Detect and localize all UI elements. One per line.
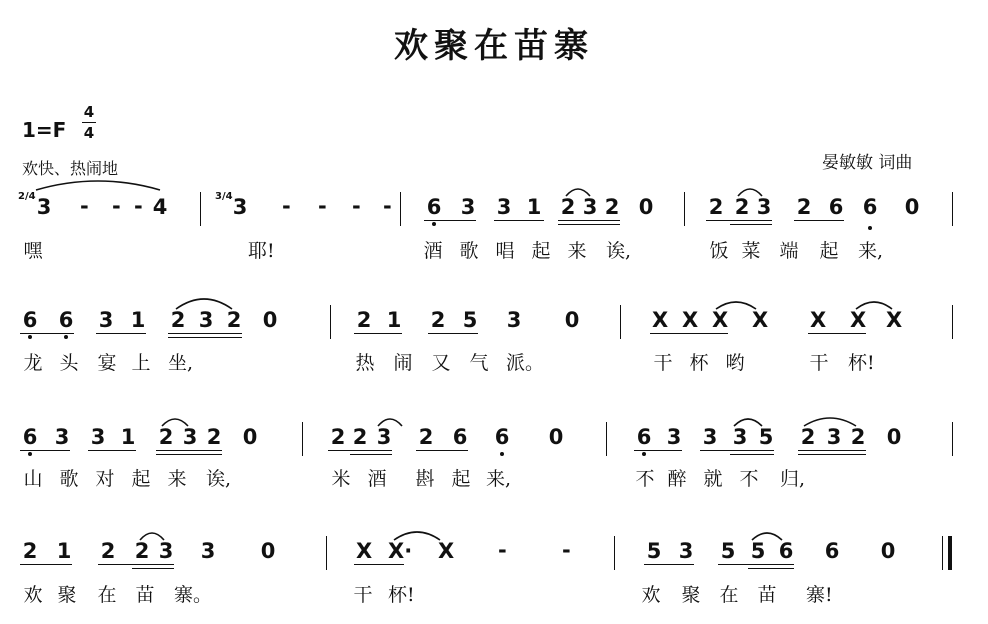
underline-beam [494,220,544,221]
underline-beam [798,450,866,451]
note: 1 [526,195,542,219]
lyric-syllable: 唱 [495,240,515,262]
meter-change: 3/4 [215,191,233,202]
note: 3 [756,195,772,219]
lyric-syllable: 山 [23,468,43,490]
sustain-dash: - [352,194,361,218]
note: 6 [636,425,652,449]
lyric-syllable: 酒 [367,468,387,490]
note: 0 [564,308,580,332]
lyric-syllable: 来 [167,468,187,490]
lyric-syllable: 诶, [606,240,632,262]
lyric-syllable: 杯 [689,352,709,374]
lyric-syllable: 聚 [681,584,701,606]
underline-beam [794,220,844,221]
note: 2 [352,425,368,449]
lyric-syllable: 在 [719,584,739,606]
note: 3 [90,425,106,449]
octave-dot [432,222,436,226]
underline-beam [730,224,772,225]
underline-beam [20,450,70,451]
note: 2 [734,195,750,219]
lyric-syllable: 来, [858,240,884,262]
note: 2 [100,539,116,563]
underline-beam [706,220,772,221]
barline [942,536,943,570]
octave-dot [28,452,32,456]
note: X [712,308,729,332]
note: 2 [22,539,38,563]
note: 3 [54,425,70,449]
note: 2 [356,308,372,332]
lyric-syllable: 斟 [415,468,435,490]
note: 5 [758,425,774,449]
underline-beam [20,333,74,334]
note: 3 [732,425,748,449]
barline [952,305,953,339]
note: 3 [666,425,682,449]
note: 3 [678,539,694,563]
note: 3 [376,425,392,449]
lyric-syllable: 苗 [757,584,777,606]
note: 0 [548,425,564,449]
underline-beam [700,450,774,451]
underline-beam [650,333,728,334]
note: 5 [462,308,478,332]
author-credit: 晏敏敏 词曲 [822,153,913,173]
lyric-syllable: 菜 [741,240,761,262]
underline-beam [428,333,478,334]
sustain-dash: - [112,194,121,218]
note: 5 [750,539,766,563]
underline-beam [644,564,694,565]
lyric-syllable: 起 [531,240,551,262]
lyric-syllable: 端 [779,240,799,262]
underline-beam [354,564,404,565]
note: X [438,539,455,563]
underline-beam [350,454,392,455]
note: X· [388,539,413,563]
note: 6 [426,195,442,219]
lyric-syllable: 歌 [59,468,79,490]
note: 1 [130,308,146,332]
barline [400,192,401,226]
sustain-dash: - [318,194,327,218]
barline [200,192,201,226]
lyric-syllable: 就 [703,468,723,490]
lyric-syllable: 气 [469,352,489,374]
time-signature-top: 4 [83,103,95,121]
note: 3 [98,308,114,332]
barline [330,305,331,339]
note: 0 [262,308,278,332]
lyric-syllable: 在 [97,584,117,606]
meter-change: 2/4 [18,191,36,202]
note: 6 [58,308,74,332]
note: 2 [430,308,446,332]
barline [614,536,615,570]
final-barline [948,536,952,570]
lyric-syllable: 寨。 [174,584,213,606]
barline [952,192,953,226]
lyric-syllable: 寨! [806,584,833,606]
lyric-syllable: 来 [567,240,587,262]
lyric-syllable: 闹 [393,352,413,374]
lyric-syllable: 干 [653,352,673,374]
note: 4 [152,195,168,219]
sustain-dash: - [498,538,507,562]
lyric-syllable: 醉 [667,468,687,490]
underline-beam [168,337,242,338]
note: 2 [158,425,174,449]
note: X [652,308,669,332]
underline-beam [354,333,402,334]
note: 3 [506,308,522,332]
barline [606,422,607,456]
lyric-syllable: 干 [809,352,829,374]
underline-beam [730,454,774,455]
lyric-syllable: 起 [451,468,471,490]
note: 6 [494,425,510,449]
octave-dot [28,335,32,339]
lyric-syllable: 苗 [135,584,155,606]
note: X [682,308,699,332]
lyric-syllable: 哟 [725,352,745,374]
note: 0 [260,539,276,563]
note: 6 [828,195,844,219]
lyric-syllable: 欢 [641,584,661,606]
note: X [850,308,867,332]
lyric-syllable: 不 [635,468,655,490]
note: 2 [226,308,242,332]
lyric-syllable: 干 [353,584,373,606]
underline-beam [132,568,174,569]
lyric-syllable: 米 [331,468,351,490]
note: 2 [134,539,150,563]
note: 2 [418,425,434,449]
note: 3 [826,425,842,449]
note: X [886,308,903,332]
underline-beam [748,568,794,569]
underline-beam [168,333,242,334]
note: 0 [886,425,902,449]
note: 0 [904,195,920,219]
note: 3 [496,195,512,219]
lyric-syllable: 诶, [206,468,232,490]
lyric-syllable: 热 [355,352,375,374]
underline-beam [718,564,794,565]
barline [684,192,685,226]
underline-beam [156,454,222,455]
note: 0 [242,425,258,449]
underline-beam [88,450,136,451]
note: 2 [796,195,812,219]
slur-arc [36,181,160,190]
lyric-syllable: 归, [780,468,806,490]
note: 2 [560,195,576,219]
note: 6 [22,425,38,449]
underline-beam [156,450,222,451]
lyric-syllable: 起 [819,240,839,262]
lyric-syllable: 又 [431,352,451,374]
lyric-syllable: 坐, [168,352,194,374]
sustain-dash: - [383,194,392,218]
note: 2 [604,195,620,219]
lyric-syllable: 耶! [248,240,275,262]
time-signature [82,103,96,142]
lyric-syllable: 饭 [709,240,729,262]
underline-beam [328,450,392,451]
note: 3 [182,425,198,449]
sustain-dash: - [282,194,291,218]
note: 3 [232,195,248,219]
time-signature-bar [82,122,96,123]
sustain-dash: - [80,194,89,218]
lyric-syllable: 不 [739,468,759,490]
note: 2 [708,195,724,219]
song-title: 欢聚在苗寨 [394,26,594,66]
note: 6 [862,195,878,219]
lyric-syllable: 起 [131,468,151,490]
underline-beam [634,450,682,451]
underline-beam [558,224,620,225]
lyric-syllable: 聚 [57,584,77,606]
note: X [356,539,373,563]
octave-dot [64,335,68,339]
barline [302,422,303,456]
note: 0 [880,539,896,563]
lyric-syllable: 派。 [506,352,545,374]
underline-beam [808,333,866,334]
lyric-syllable: 歌 [459,240,479,262]
note: 2 [206,425,222,449]
lyric-syllable: 宴 [97,352,117,374]
lyric-syllable: 来, [486,468,512,490]
sustain-dash: - [134,194,143,218]
lyric-syllable: 杯! [388,584,415,606]
note: 2 [170,308,186,332]
octave-dot [500,452,504,456]
barline [620,305,621,339]
note: 3 [198,308,214,332]
lyric-syllable: 酒 [423,240,443,262]
lyric-syllable: 龙 [23,352,43,374]
lyric-syllable: 嘿 [23,240,43,262]
note: 5 [720,539,736,563]
lyric-syllable: 头 [59,352,79,374]
note: 1 [120,425,136,449]
time-signature-bottom: 4 [83,124,95,142]
underline-beam [96,333,146,334]
note: 3 [702,425,718,449]
note: X [752,308,769,332]
note: 6 [778,539,794,563]
underline-beam [558,220,620,221]
underline-beam [20,564,72,565]
octave-dot [868,226,872,230]
lyric-syllable: 对 [95,468,115,490]
note: 3 [36,195,52,219]
note: 3 [200,539,216,563]
key-signature: 1=F [22,118,67,142]
note: 0 [638,195,654,219]
note: 3 [582,195,598,219]
note: 2 [330,425,346,449]
underline-beam [416,450,468,451]
note: 6 [824,539,840,563]
note: 1 [386,308,402,332]
lyric-syllable: 上 [131,352,151,374]
note: 3 [158,539,174,563]
lyric-syllable: 欢 [23,584,43,606]
octave-dot [642,452,646,456]
note: 1 [56,539,72,563]
lyric-syllable: 杯! [848,352,875,374]
tempo-marking: 欢快、热闹地 [22,159,119,178]
sustain-dash: - [562,538,571,562]
note: 2 [800,425,816,449]
barline [952,422,953,456]
note: X [810,308,827,332]
note: 5 [646,539,662,563]
underline-beam [424,220,476,221]
note: 3 [460,195,476,219]
note: 6 [452,425,468,449]
barline [326,536,327,570]
underline-beam [98,564,174,565]
underline-beam [798,454,866,455]
note: 6 [22,308,38,332]
note: 2 [850,425,866,449]
